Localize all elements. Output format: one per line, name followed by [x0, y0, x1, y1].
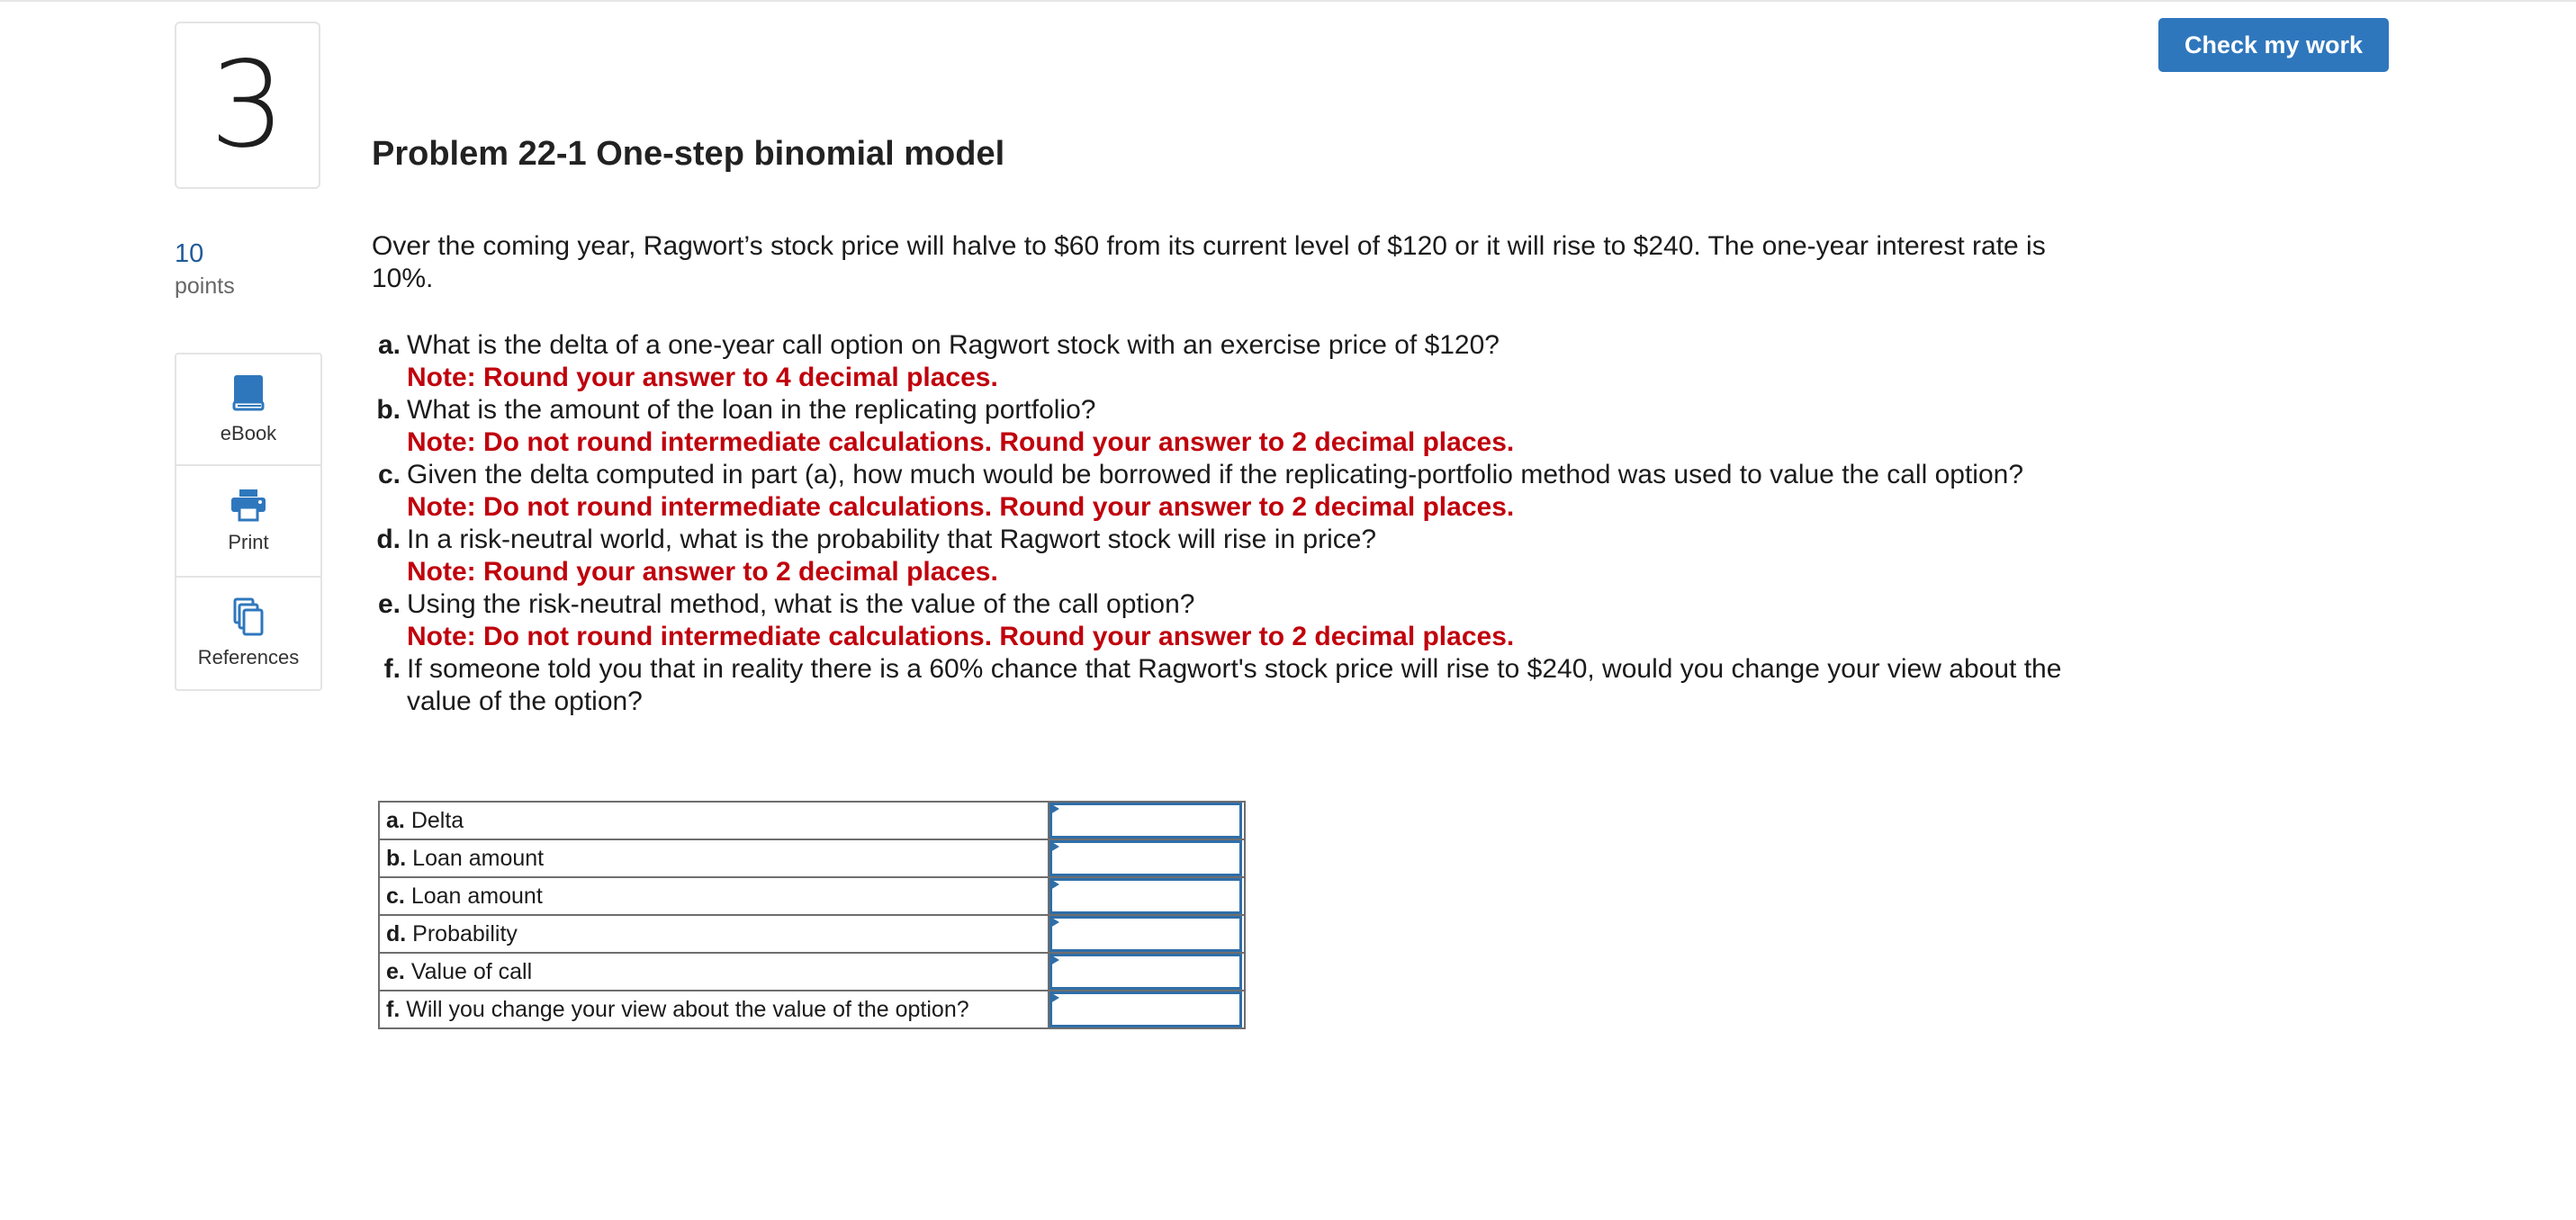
references-label: References: [197, 646, 300, 668]
problem-title: Problem 22-1 One-step binomial model: [372, 135, 1005, 173]
part-letter: b.: [376, 395, 401, 425]
part-note: Note: Round your answer to 4 decimal places.: [407, 363, 998, 392]
change-view-input[interactable]: [1049, 991, 1242, 1027]
question-part-e: [372, 588, 2064, 653]
documents-icon: [231, 597, 266, 637]
problem-intro: Over the coming year, Ragwort’s stock price will halve to $60 from its current level of $120 or it will rise to $240. The one-year interest rate is 10%.: [372, 231, 2046, 293]
input-corner-marker: [1050, 917, 1059, 928]
loan-amount-c-input[interactable]: [1049, 878, 1242, 914]
input-corner-marker: [1050, 955, 1059, 965]
table-row: [379, 915, 1245, 953]
probability-input[interactable]: [1049, 916, 1242, 952]
part-letter: d.: [376, 525, 401, 554]
input-corner-marker: [1050, 992, 1059, 1003]
question-part-f: [372, 653, 2064, 718]
table-row: [379, 802, 1245, 839]
row-label: b. Loan amount: [379, 839, 1049, 877]
part-text: In a risk-neutral world, what is the probability that Ragwort stock will rise in price?: [407, 525, 1377, 554]
part-text: What is the amount of the loan in the replicating portfolio?: [407, 395, 1096, 425]
points-block: [175, 237, 235, 301]
answer-cell: [1049, 839, 1245, 877]
table-row: [379, 991, 1245, 1028]
part-letter: a.: [377, 330, 401, 360]
print-button[interactable]: [176, 466, 320, 578]
references-button[interactable]: [176, 578, 320, 689]
tools-panel: [175, 353, 322, 691]
part-text: What is the delta of a one-year call option on Ragwort stock with an exercise price of $120?: [407, 330, 1500, 360]
part-text: Using the risk-neutral method, what is the value of the call option?: [407, 589, 1195, 619]
part-note: Note: Do not round intermediate calculations. Round your answer to 2 decimal places.: [407, 492, 1515, 522]
part-note: Note: Do not round intermediate calculations. Round your answer to 2 decimal places.: [407, 622, 1515, 651]
row-label: d. Probability: [379, 915, 1049, 953]
points-value: 10: [175, 239, 204, 268]
print-label: Print: [228, 531, 269, 553]
part-note: Note: Round your answer to 2 decimal places.: [407, 557, 998, 587]
answer-cell: [1049, 953, 1245, 991]
input-corner-marker: [1050, 841, 1059, 852]
question-part-b: [372, 394, 2064, 459]
part-letter: e.: [377, 589, 401, 619]
loan-amount-b-input[interactable]: [1049, 840, 1242, 876]
question-part-c: [372, 459, 2064, 524]
book-icon: [232, 373, 265, 413]
question-content: [372, 230, 2064, 718]
answer-table: [378, 801, 1246, 1029]
row-label: e. Value of call: [379, 953, 1049, 991]
answer-cell: [1049, 991, 1245, 1028]
part-text: If someone told you that in reality there is a 60% chance that Ragwort's stock price will rise to $240, would you change your view about the value of the option?: [407, 654, 2062, 716]
check-my-work-button[interactable]: Check my work: [2158, 18, 2389, 72]
table-row: [379, 953, 1245, 991]
input-corner-marker: [1050, 879, 1059, 890]
part-text: Given the delta computed in part (a), how much would be borrowed if the replicating-portfolio method was used to value the call option?: [407, 460, 2024, 489]
row-label: a. Delta: [379, 802, 1049, 839]
points-label: points: [175, 274, 235, 299]
row-label: f. Will you change your view about the value of the option?: [379, 991, 1049, 1028]
answer-cell: [1049, 915, 1245, 953]
question-number: 3: [175, 22, 320, 189]
question-part-d: [372, 524, 2064, 588]
value-of-call-input[interactable]: [1049, 954, 1242, 990]
table-row: [379, 877, 1245, 915]
part-letter: f.: [383, 654, 401, 684]
delta-input[interactable]: [1049, 803, 1242, 839]
question-part-a: [372, 329, 2064, 394]
table-row: [379, 839, 1245, 877]
answer-cell: [1049, 877, 1245, 915]
printer-icon: [230, 488, 267, 522]
answer-cell: [1049, 802, 1245, 839]
part-note: Note: Do not round intermediate calculations. Round your answer to 2 decimal places.: [407, 427, 1515, 457]
input-corner-marker: [1050, 803, 1059, 814]
ebook-button[interactable]: [176, 354, 320, 466]
row-label: c. Loan amount: [379, 877, 1049, 915]
ebook-label: eBook: [220, 422, 277, 444]
part-letter: c.: [377, 460, 401, 489]
top-divider: [0, 0, 2576, 2]
